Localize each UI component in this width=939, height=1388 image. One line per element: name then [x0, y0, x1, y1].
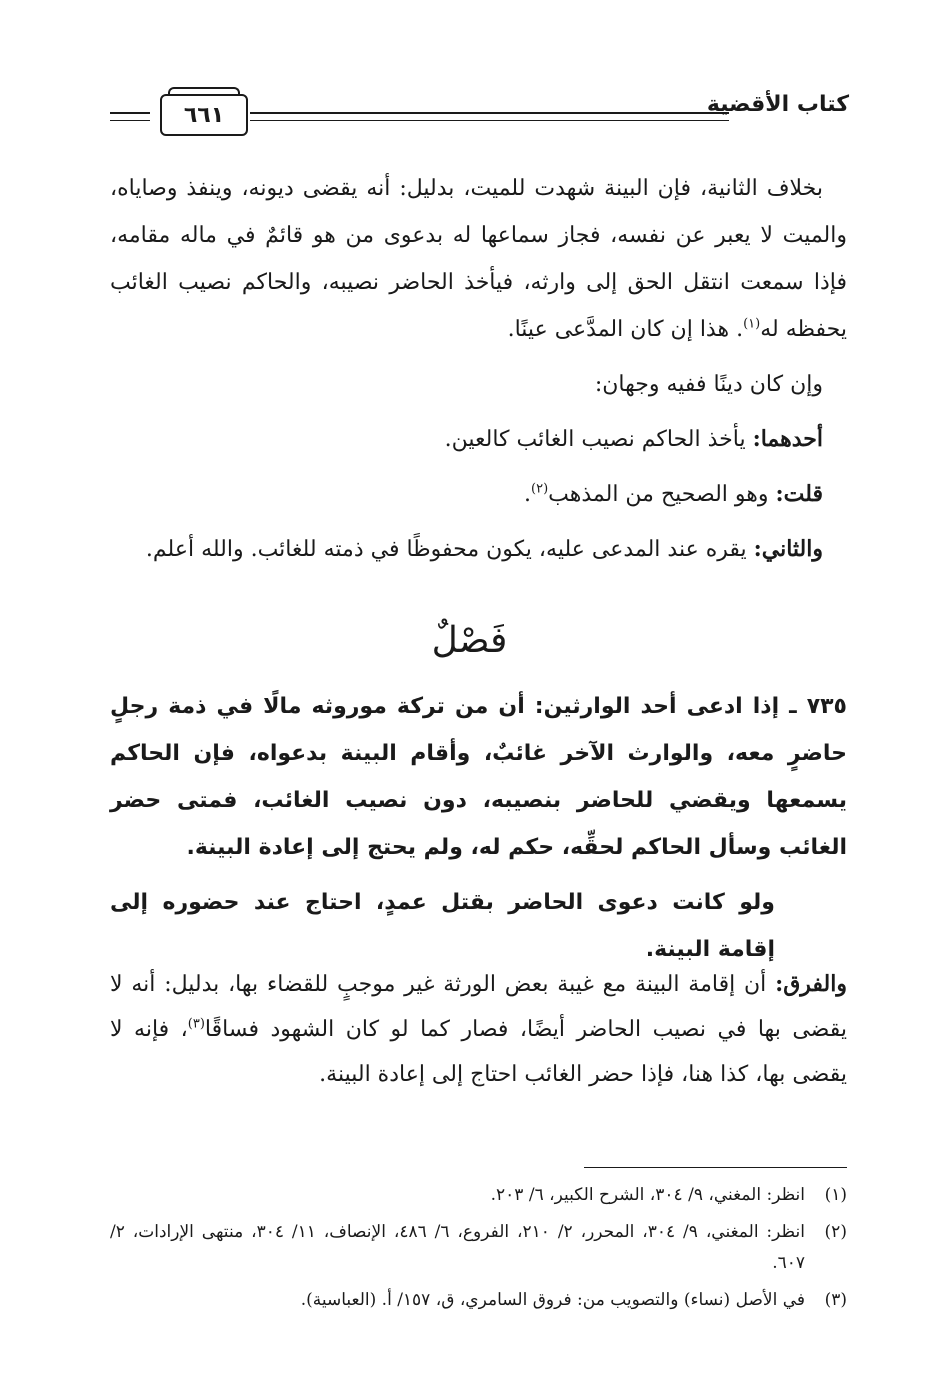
page-number-frame — [160, 94, 248, 136]
paragraph — [110, 526, 847, 573]
paragraph-text: بخلاف الثانية، فإن البينة شهدت للميت، بدليل: أنه يقضى ديونه، وينفذ وصاياه، والميت لا يعبر عن نفسه، فجاز سماعها له بدعوى من هو قائمٌ في ماله مقامه، فإذا سمعت انتقل الحق إلى وارثه، فيأخذ الحاضر نصيبه، والحاكم نصيب الغائب يحفظه له — [110, 176, 847, 342]
paragraph-text: يأخذ الحاكم نصيب الغائب كالعين. — [444, 427, 753, 452]
paragraph-text: . هذا إن كان المدَّعى عينًا. — [507, 317, 744, 342]
page-number: ٦٦١ — [183, 102, 225, 128]
issue-number: ٧٣٥ ـ — [789, 694, 847, 719]
paragraph — [110, 471, 847, 518]
footnote-ref[interactable]: (٢) — [531, 481, 549, 497]
footnote — [110, 1285, 847, 1316]
distinction-block — [110, 962, 847, 1097]
term-label: والثاني: — [753, 536, 823, 562]
footnote-ref[interactable]: (٣) — [187, 1016, 205, 1032]
paragraph — [110, 416, 847, 463]
paragraph — [110, 165, 847, 353]
footnote-ref[interactable]: (١) — [743, 316, 761, 332]
footnote-text: انظر: المغني، ٩/ ٣٠٤، الشرح الكبير، ٦/ ٢٠٣. — [490, 1185, 805, 1205]
issue-block — [110, 683, 847, 981]
footnote — [110, 1180, 847, 1211]
footnote-mark: (١) — [824, 1185, 847, 1205]
footnote-mark: (٢) — [824, 1222, 847, 1242]
footnote-text: في الأصل (نساء) والتصويب من: فروق السامري، ق، ١٥٧/ أ. (العباسية). — [300, 1290, 805, 1310]
header-rule — [250, 112, 729, 121]
paragraph-text: . — [524, 482, 531, 507]
issue-paragraph — [110, 683, 847, 871]
paragraph-text: يقره عند المدعى عليه، يكون محفوظًا في ذمته للغائب. والله أعلم. — [145, 537, 754, 562]
paragraph — [110, 962, 847, 1097]
footnote-separator — [584, 1167, 847, 1168]
paragraph-text: أن إقامة البينة مع غيبة بعض الورثة غير موجبٍ للقضاء بها، بدليل: أنه لا يقضى بها في نصيب الحاضر أيضًا، فصار كما لو كان الشهود فساقًا — [110, 972, 847, 1042]
footnotes — [110, 1180, 847, 1322]
page-header — [110, 90, 849, 134]
term-label: قلت: — [775, 481, 823, 507]
issue-text: ولو كانت دعوى الحاضر بقتل عمدٍ، احتاج عند حضوره إلى إقامة البينة. — [110, 890, 775, 962]
term-label: أحدهما: — [752, 426, 823, 452]
header-rule-left — [110, 112, 150, 121]
footnote-text: انظر: المغني، ٩/ ٣٠٤، المحرر، ٢/ ٢١٠، الفروع، ٦/ ٤٨٦، الإنصاف، ١١/ ٣٠٤، منتهى الإرادات، ٢/ ٦٠٧. — [110, 1222, 805, 1273]
term-label: والفرق: — [775, 971, 847, 997]
book-title: كتاب الأقضية — [706, 92, 849, 117]
footnote — [110, 1217, 847, 1279]
paragraph-text: ، فإنه لا يقضى بها، كذا هنا، فإذا حضر الغائب احتاج إلى إعادة البينة. — [110, 1017, 847, 1087]
paragraph — [110, 361, 847, 408]
paragraph-text: وهو الصحيح من المذهب — [548, 482, 776, 507]
issue-text: إذا ادعى أحد الوارثين: أن من تركة موروثه مالًا في ذمة رجلٍ حاضرٍ معه، والوارث الآخر غائبٌ، وأقام البينة بدعواه، فإن الحاكم يسمعها ويقضي للحاضر بنصيبه، دون نصيب الغائب، فمتى حضر الغائب وسأل الحاكم لحقِّه، حكم له، ولم يحتج إلى إعادة البينة. — [110, 694, 847, 860]
issue-paragraph — [110, 879, 847, 973]
paragraph-text: وإن كان دينًا ففيه وجهان: — [594, 372, 823, 397]
main-text — [110, 165, 847, 581]
footnote-mark: (٣) — [824, 1290, 847, 1310]
section-heading: فَصْلٌ — [431, 620, 508, 661]
